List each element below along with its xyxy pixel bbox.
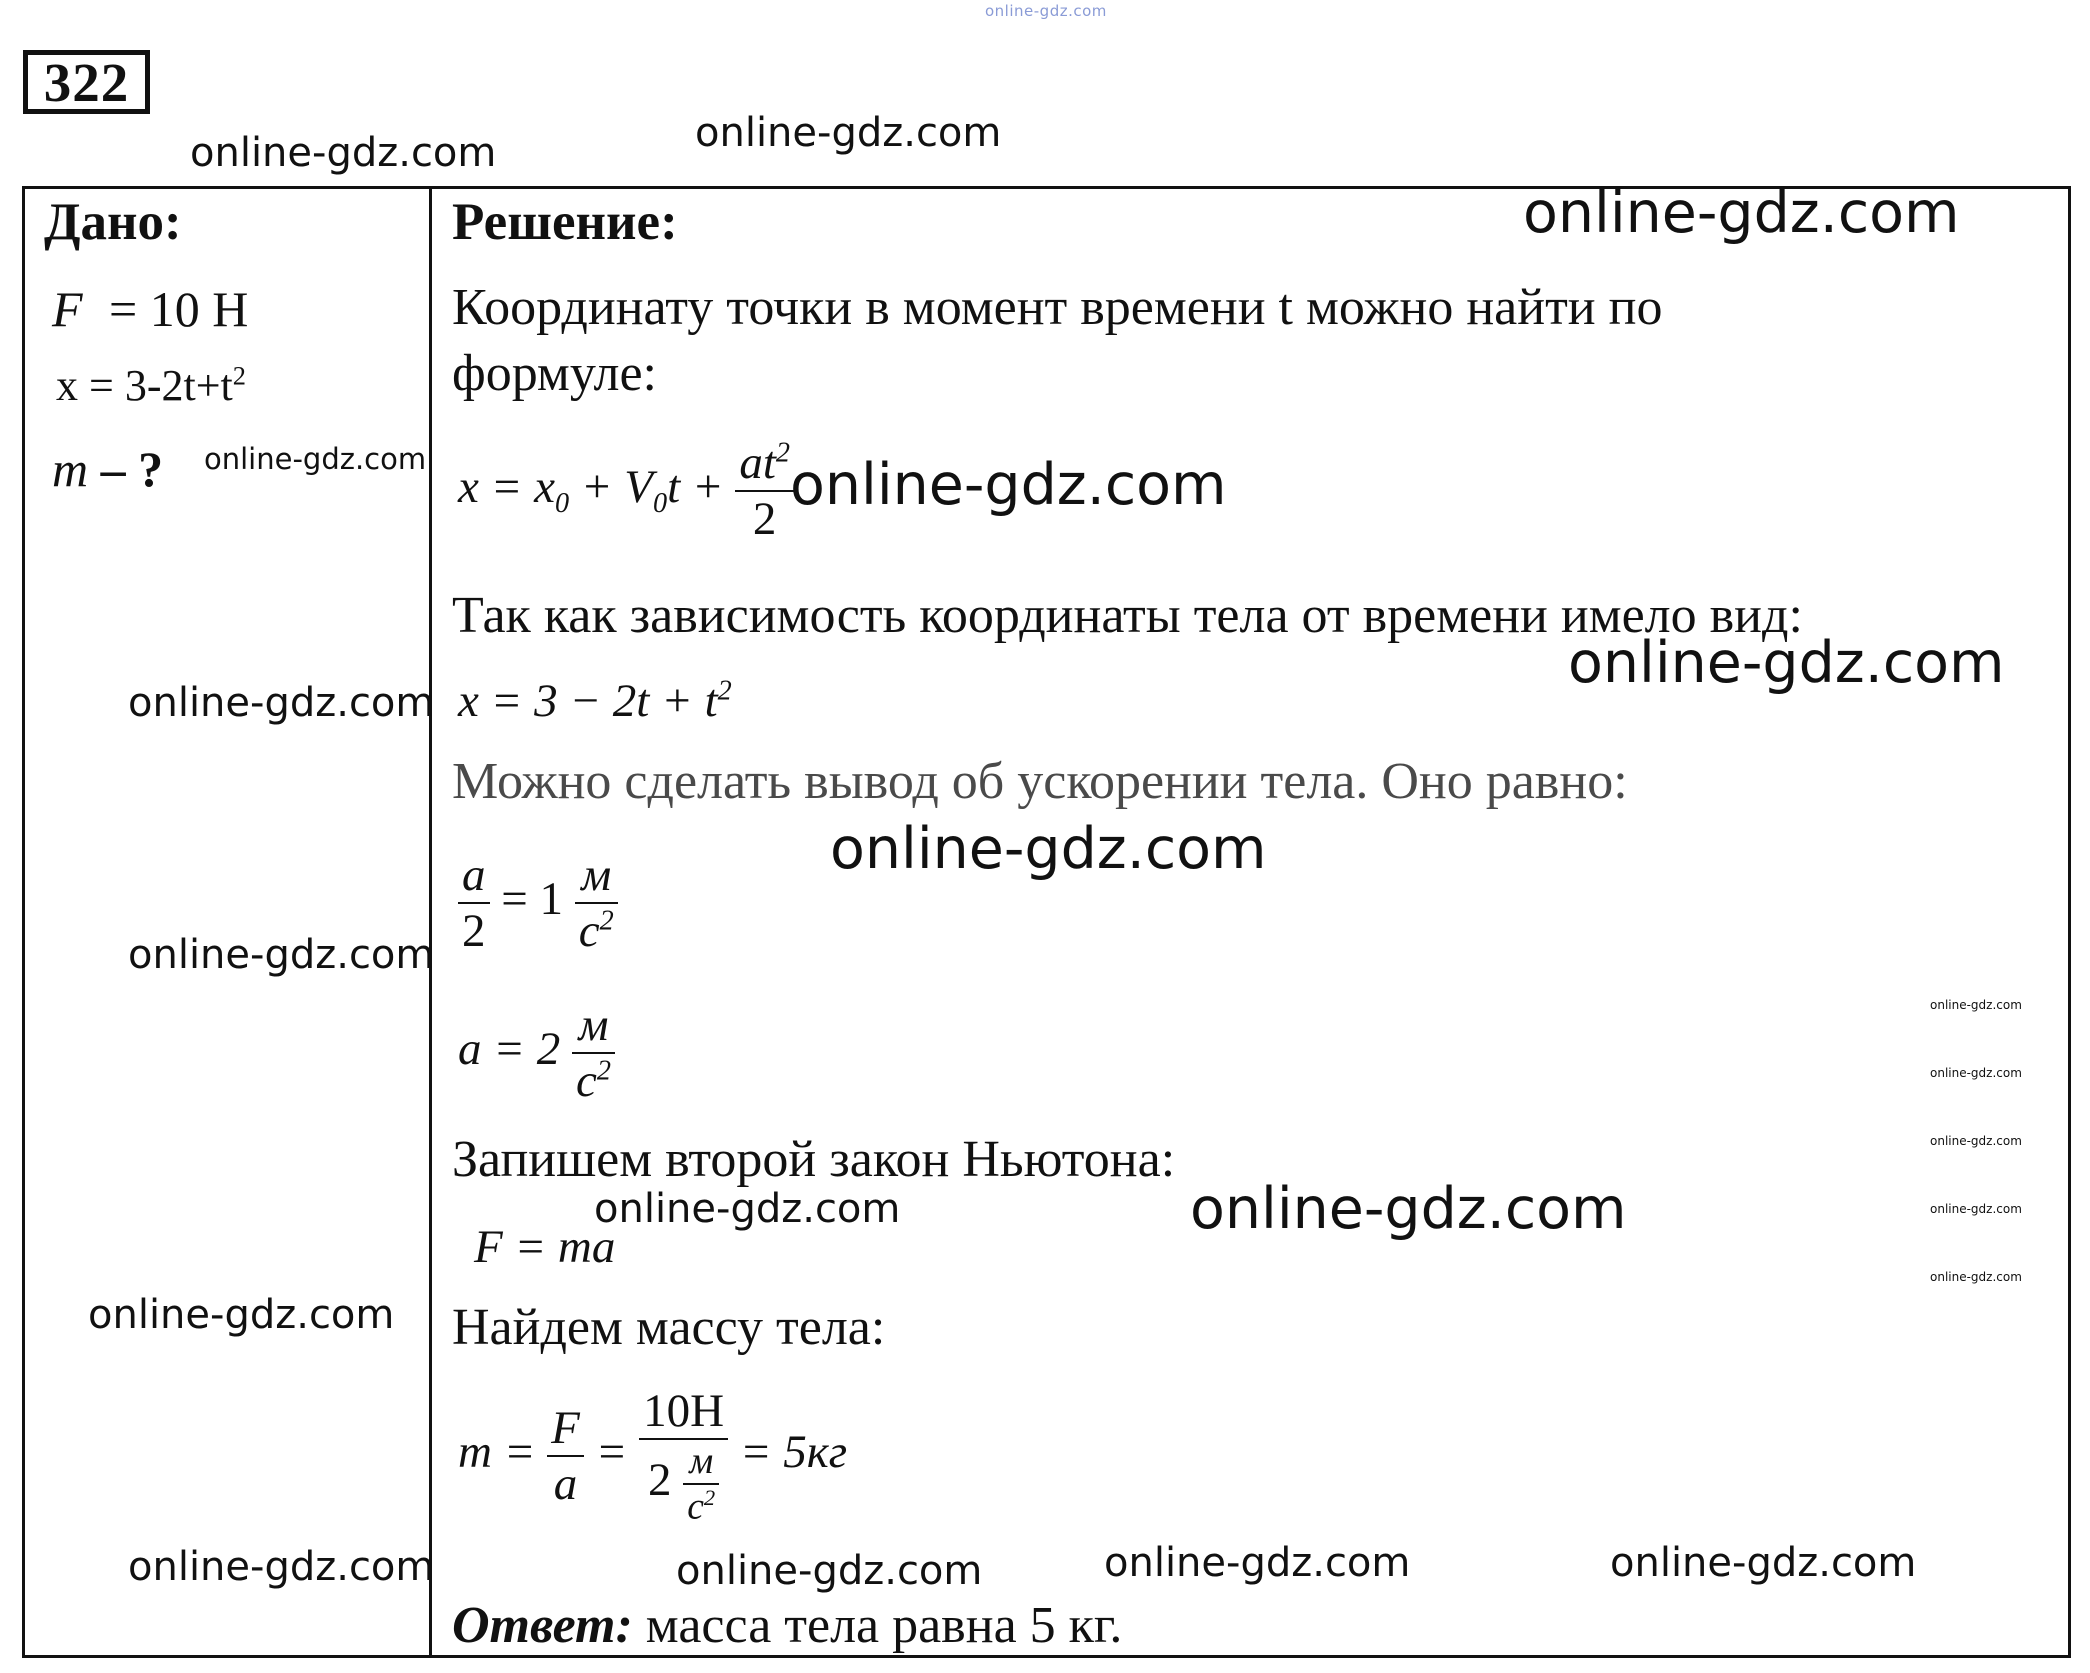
watermark: online-gdz.com: [1930, 1202, 2022, 1216]
f1-t: t +: [667, 460, 736, 513]
f1-fraction: [735, 436, 794, 546]
f6-den-unit-den: с: [687, 1486, 704, 1528]
watermark: online-gdz.com: [1190, 1176, 1627, 1242]
watermark: online-gdz.com: [204, 442, 427, 476]
f3-eq: = 1: [501, 872, 564, 925]
coord-exp: 2: [232, 360, 246, 391]
watermark: online-gdz.com: [1610, 1540, 1917, 1586]
f2-text: x = 3 − 2t + t: [458, 675, 718, 727]
force-value: = 10 Н: [109, 281, 249, 337]
watermark: online-gdz.com: [1523, 180, 1960, 246]
watermark: online-gdz.com: [1930, 998, 2022, 1012]
watermark: online-gdz.com: [1930, 1066, 2022, 1080]
formula-mass: [458, 1384, 847, 1529]
f4-unit-num: м: [578, 999, 609, 1051]
watermark: online-gdz.com: [88, 1292, 395, 1338]
solution-line-1: Координату точки в момент времени t можно найти по: [452, 279, 1663, 336]
find-question: – ?: [100, 441, 164, 497]
answer: [452, 1596, 1122, 1655]
f1-den: 2: [735, 490, 794, 546]
f4-unit: [572, 998, 615, 1108]
force-var: F: [52, 281, 83, 337]
solution-line-5: Запишем второй закон Ньютона:: [452, 1131, 1176, 1188]
watermark: online-gdz.com: [1930, 1134, 2022, 1148]
solution-heading: Решение:: [452, 193, 678, 251]
find-var: m: [52, 441, 89, 497]
f4-unit-den: с: [575, 1055, 597, 1107]
watermark: online-gdz.com: [1104, 1540, 1411, 1586]
formula-coordinate: [458, 436, 794, 546]
answer-label: Ответ:: [452, 1597, 633, 1654]
f6-den-unit-num: м: [689, 1441, 714, 1482]
f6-f-num: F: [551, 1402, 580, 1455]
f3-fraction: [458, 848, 490, 958]
given-find: [52, 440, 163, 498]
watermark: online-gdz.com: [676, 1548, 983, 1594]
watermark: online-gdz.com: [1930, 1270, 2022, 1284]
f6-den-unit: [683, 1440, 719, 1529]
solution-line-3: Так как зависимость координаты тела от времени имело вид:: [452, 587, 1803, 644]
f4-unit-exp: 2: [596, 1055, 611, 1087]
watermark: online-gdz.com: [594, 1186, 901, 1232]
f2-exp: 2: [717, 675, 732, 707]
f1-plus: + V: [569, 460, 653, 513]
f6-result: = 5кг: [739, 1426, 848, 1479]
formula-half-acceleration: [458, 848, 618, 958]
watermark-top: online-gdz.com: [985, 2, 1107, 20]
formula-acceleration: [458, 998, 615, 1108]
f6-eq: =: [595, 1426, 628, 1479]
f3-num: a: [462, 849, 486, 901]
watermark: online-gdz.com: [128, 1544, 435, 1590]
f1-num: at: [739, 437, 776, 489]
f3-unit-exp: 2: [599, 905, 614, 937]
watermark: online-gdz.com: [790, 452, 1227, 518]
f6-n-num: 10Н: [643, 1385, 725, 1437]
watermark: online-gdz.com: [695, 110, 1002, 156]
answer-text: масса тела равна 5 кг.: [632, 1597, 1123, 1654]
f3-unit: [575, 848, 618, 958]
formula-dependence: [458, 674, 732, 728]
given-heading: Дано:: [44, 193, 182, 251]
given-coord: [56, 360, 246, 411]
f3-den: 2: [458, 902, 490, 958]
watermark: online-gdz.com: [190, 130, 497, 176]
f6-fraction-2: [639, 1384, 728, 1529]
f1-lhs: x = x: [458, 460, 555, 513]
f1-sub0: 0: [554, 488, 570, 520]
problem-number: 322: [23, 50, 150, 114]
f6-den-unit-exp: 2: [703, 1485, 716, 1510]
f4-lhs: a = 2: [458, 1022, 561, 1075]
solution-line-6: Найдем массу тела:: [452, 1299, 886, 1356]
f3-unit-num: м: [581, 849, 612, 901]
coord-equation: x = 3-2t+t: [56, 361, 233, 410]
watermark: online-gdz.com: [1568, 630, 2005, 696]
f6-lhs: m =: [458, 1426, 536, 1479]
watermark: online-gdz.com: [128, 680, 435, 726]
f6-den-coef: 2: [647, 1454, 672, 1507]
watermark: online-gdz.com: [128, 932, 435, 978]
watermark: online-gdz.com: [830, 816, 1267, 882]
f3-unit-den: с: [578, 905, 600, 957]
column-divider: [429, 186, 432, 1658]
f1-num-exp: 2: [775, 437, 790, 469]
solution-line-2: формуле:: [452, 345, 658, 402]
solution-table: [22, 186, 2071, 1658]
f6-fraction-1: [547, 1401, 584, 1511]
formula-newton: F = ma: [474, 1221, 616, 1273]
f6-f-den: a: [547, 1455, 584, 1511]
f1-sub1: 0: [652, 488, 668, 520]
given-force: [52, 280, 248, 338]
solution-line-4: Можно сделать вывод об ускорении тела. Оно равно:: [452, 753, 1628, 810]
